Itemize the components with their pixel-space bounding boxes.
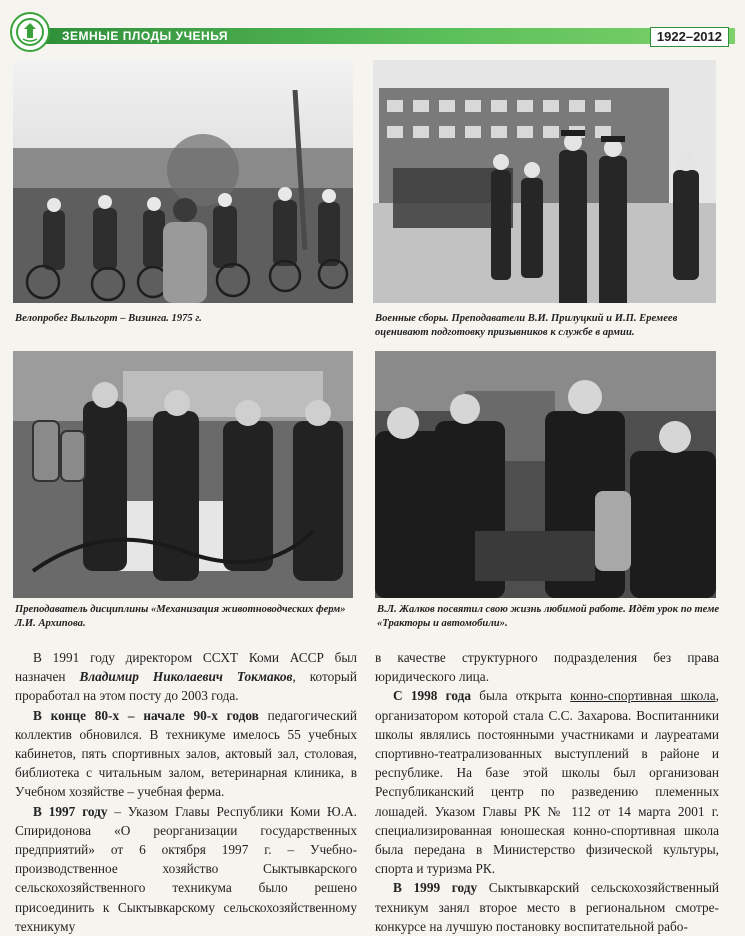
photo-livestock-mechanization: [13, 351, 353, 598]
paragraph-4: в качестве структурного подразделения без права юридического лица.: [375, 650, 719, 685]
paragraph-6: В 1999 году Сыктывкарский сельскохозяйственный техникум занял второе место в региональном смотре-конкурсе на лучшую постановку воспитательной рабо-: [375, 880, 719, 934]
article-column-right: [375, 648, 719, 936]
paragraph-3: В 1997 году – Указом Главы Республики Коми Ю.А. Спиридонова «О реорганизации государственных предприятий» от 6 октября 1997 г. – Учебно-производственное хозяйство Сыктывкарского сельскохозяйственного техникума было решено присоединить к Сыктывкарскому сельскохозяйственному техникуму: [15, 803, 357, 934]
director-name: Владимир Николаевич Токмаков: [79, 669, 293, 685]
header-band: [40, 28, 735, 44]
paragraph-1: В 1991 году директором ССХТ Коми АССР был назначен Владимир Николаевич Токмаков, который проработал на этом посту до 2003 года.: [15, 650, 357, 704]
paragraph-5: С 1998 года была открыта конно-спортивная школа, организатором которой стала С.С. Захарова. Воспитанники школы являлись постоянными участниками и лауреатами спортивно-театрализованных выступлений в районе и республике. На базе этой школы был организован Республиканский центр по разведению племенных лошадей. Указом Главы РК № 112 от 14 марта 2001 г. специализированная юношеская конно-спортивная школа была передана в Министерство физической культуры, спорта и туризма РК.: [375, 688, 719, 877]
college-emblem-icon: [10, 12, 50, 52]
photo-bicycle-race: [13, 60, 353, 303]
section-title: ЗЕМНЫЕ ПЛОДЫ УЧЕНЬЯ: [62, 29, 228, 43]
photo-tractors-lesson: [375, 351, 716, 598]
article-column-left: [15, 648, 357, 936]
page-header: [10, 12, 735, 54]
caption-bicycle-race: Велопробег Выльгорт – Визинга. 1975 г.: [15, 313, 202, 324]
caption-tractors-lesson: В.Л. Жалков посвятил свою жизнь любимой работе. Идёт урок по теме «Тракторы и автомобили».: [377, 604, 720, 629]
caption-livestock-mechanization: Преподаватель дисциплины «Механизация животноводческих ферм» Л.И. Архипова.: [15, 604, 346, 629]
years-badge: 1922–2012: [650, 27, 729, 47]
paragraph-2: В конце 80-х – начале 90-х годов педагогический коллектив обновился. В техникуме имелось 55 учебных кабинетов, пять спортивных залов, актовый зал, столовая, библиотека с читальным залом, ветеринарная клиника, в Учебном хозяйстве – учебная ферма.: [15, 707, 357, 800]
photo-military-training: [373, 60, 716, 303]
riding-school-link: конно-спортивная школа: [570, 688, 716, 704]
caption-military-training: Военные сборы. Преподаватели В.И. Прилуцкий и И.П. Еремеев оценивают подготовку призывников к службе в армии.: [375, 313, 678, 338]
